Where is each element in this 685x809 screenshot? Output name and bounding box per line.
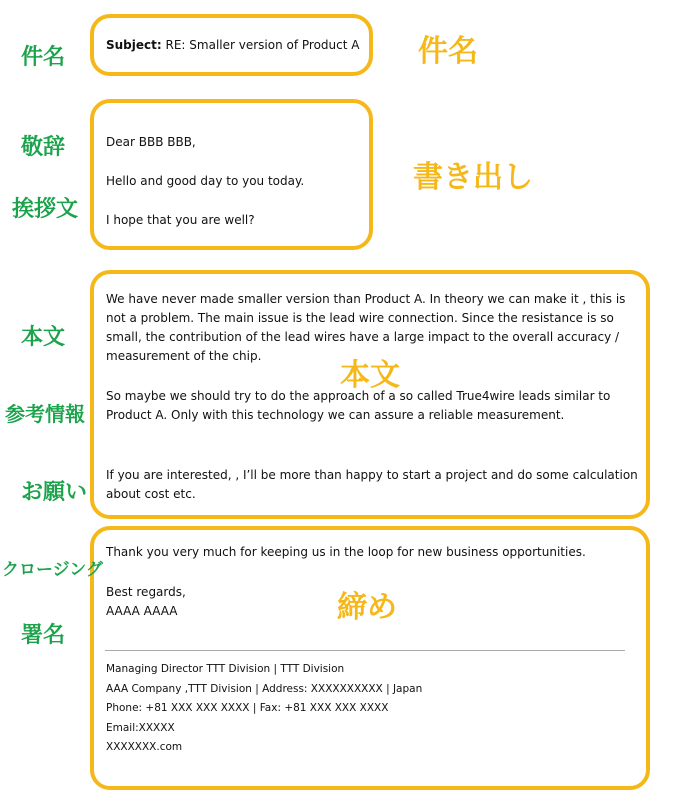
salutation: Dear BBB BBB, — [106, 135, 196, 149]
signature-divider — [105, 650, 625, 651]
body-paragraph-1: We have never made smaller version than Product A. In theory we can make it , this is not a problem. The main issue is the lead wire connection. Since the resistance is so small, the contribution of the lead wires have a large impact to the overall accuracy / measurement of the chip. — [106, 292, 626, 363]
signature-line-2: AAA Company ,TTT Division | Address: XXXXXXXXXX | Japan — [106, 683, 423, 695]
left-label-reference: 参考情報 — [5, 402, 85, 426]
left-label-greeting: 挨拶文 — [12, 197, 79, 222]
left-label-closing: クロージング — [2, 560, 103, 580]
thanks-line: Thank you very much for keeping us in the loop for new business opportunities. — [106, 545, 586, 559]
left-label-signature: 署名 — [21, 623, 66, 648]
right-label-opening: 書き出し — [413, 160, 533, 195]
right-label-body: 本文 — [340, 358, 400, 393]
subject-text: RE: Smaller version of Product A — [161, 38, 360, 52]
subject-line — [106, 36, 359, 55]
greeting-line-1: Hello and good day to you today. — [106, 174, 305, 188]
left-label-honorific: 敬辞 — [21, 135, 66, 160]
left-label-subject: 件名 — [21, 45, 66, 70]
subject-label: Subject: — [106, 38, 162, 52]
regards-line: Best regards, — [106, 585, 186, 599]
greeting-line-2: I hope that you are well? — [106, 213, 255, 227]
sender-name: AAAA AAAA — [106, 604, 178, 618]
left-label-request: お願い — [21, 480, 88, 505]
right-label-subject: 件名 — [418, 34, 478, 69]
body-paragraph-3: If you are interested, , I’ll be more than happy to start a project and do some calculation about cost etc. — [106, 468, 638, 501]
body-paragraph-2: So maybe we should try to do the approach of a so called True4wire leads similar to Product A. Only with this technology we can assure a reliable measurement. — [106, 389, 611, 422]
left-label-body: 本文 — [21, 325, 66, 350]
signature-line-4: Email:XXXXX — [106, 722, 175, 734]
signature-line-5: XXXXXXX.com — [106, 741, 183, 753]
signature-line-1: Managing Director TTT Division | TTT Division — [106, 663, 345, 675]
right-label-closing: 締め — [337, 590, 397, 625]
signature-line-3: Phone: +81 XXX XXX XXXX | Fax: +81 XXX XXX XXXX — [106, 702, 389, 714]
